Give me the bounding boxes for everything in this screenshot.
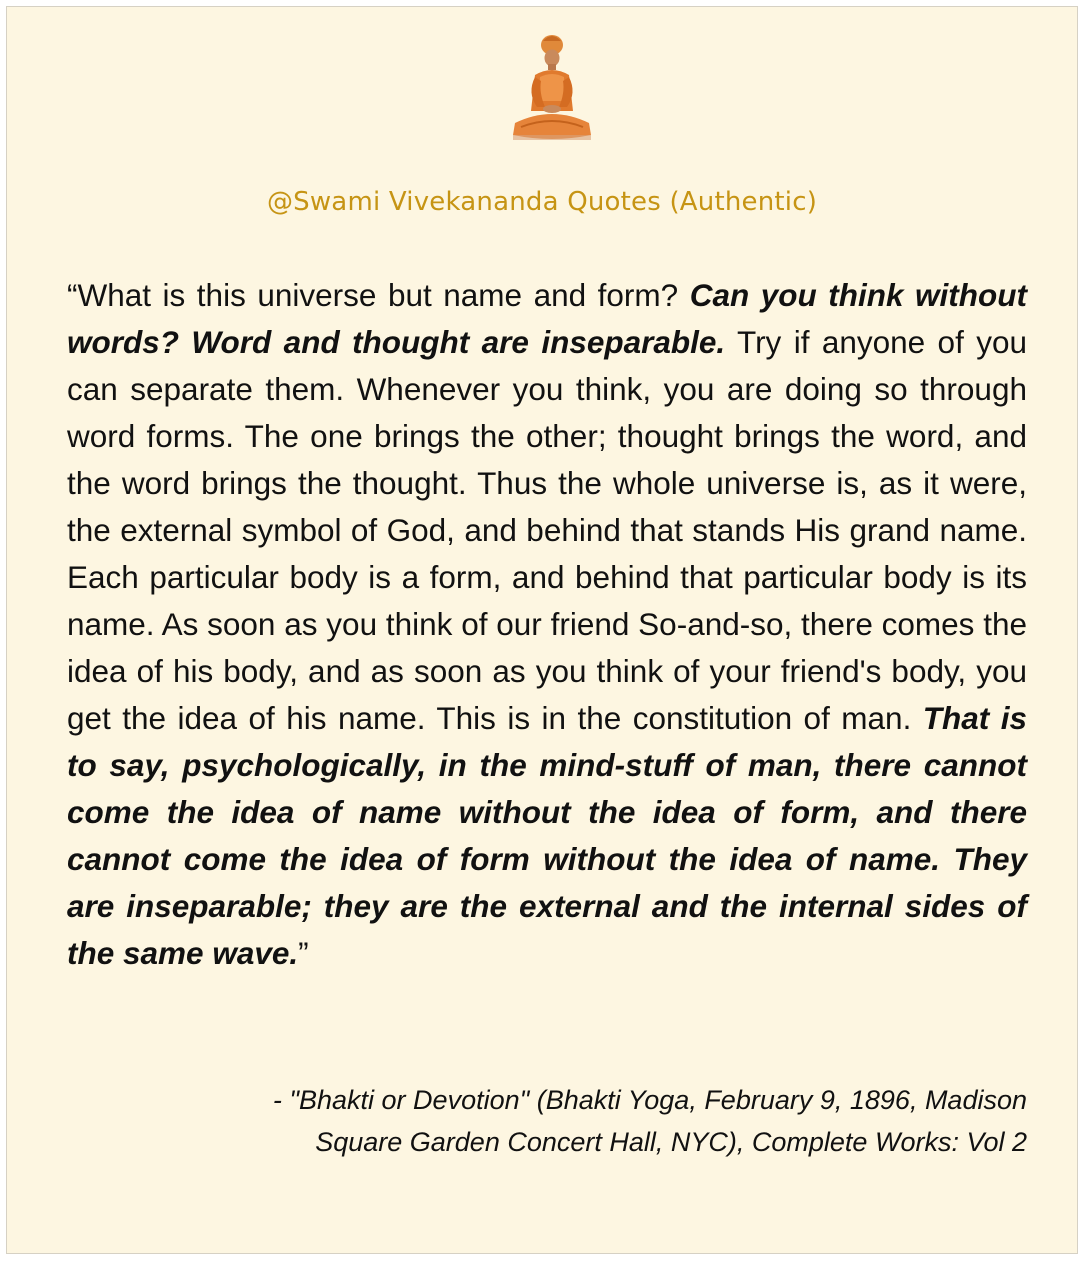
citation-line-2: Square Garden Concert Hall, NYC), Complete Works: Vol 2 bbox=[315, 1127, 1027, 1157]
quote-emphasis: That is to say, psychologically, in the mind-stuff of man, there cannot come the idea of name without the idea of form, and there cannot come the idea of form without the idea of name. They are inseparable; they are the external and the internal sides of the same wave. bbox=[67, 700, 1027, 971]
quote-text bbox=[67, 272, 1027, 977]
quote-segment: ” bbox=[298, 935, 309, 971]
page-handle: @Swami Vivekananda Quotes (Authentic) bbox=[266, 187, 818, 217]
quote-segment: Try if anyone of you can separate them. Whenever you think, you are doing so through word forms. The one brings the other; thought brings the word, and the word brings the thought. Thus the whole universe is, as it were, the external symbol of God, and behind that stands His grand name. Each particular body is a form, and behind that particular body is its name. As soon as you think of our friend So-and-so, there comes the idea of his body, and as soon as you think of your friend's body, you get the idea of his name. This is in the constitution of man. bbox=[67, 324, 1028, 736]
quote-segment: “What is this universe but name and form? bbox=[67, 277, 690, 313]
quote-emphasis: Can you think without words? Word and thought are inseparable. bbox=[67, 277, 1028, 360]
quote-card bbox=[6, 6, 1078, 1254]
swami-vivekananda-portrait bbox=[507, 31, 597, 143]
citation-line-1: - "Bhakti or Devotion" (Bhakti Yoga, February 9, 1896, Madison bbox=[272, 1085, 1027, 1115]
citation bbox=[67, 1079, 1027, 1163]
